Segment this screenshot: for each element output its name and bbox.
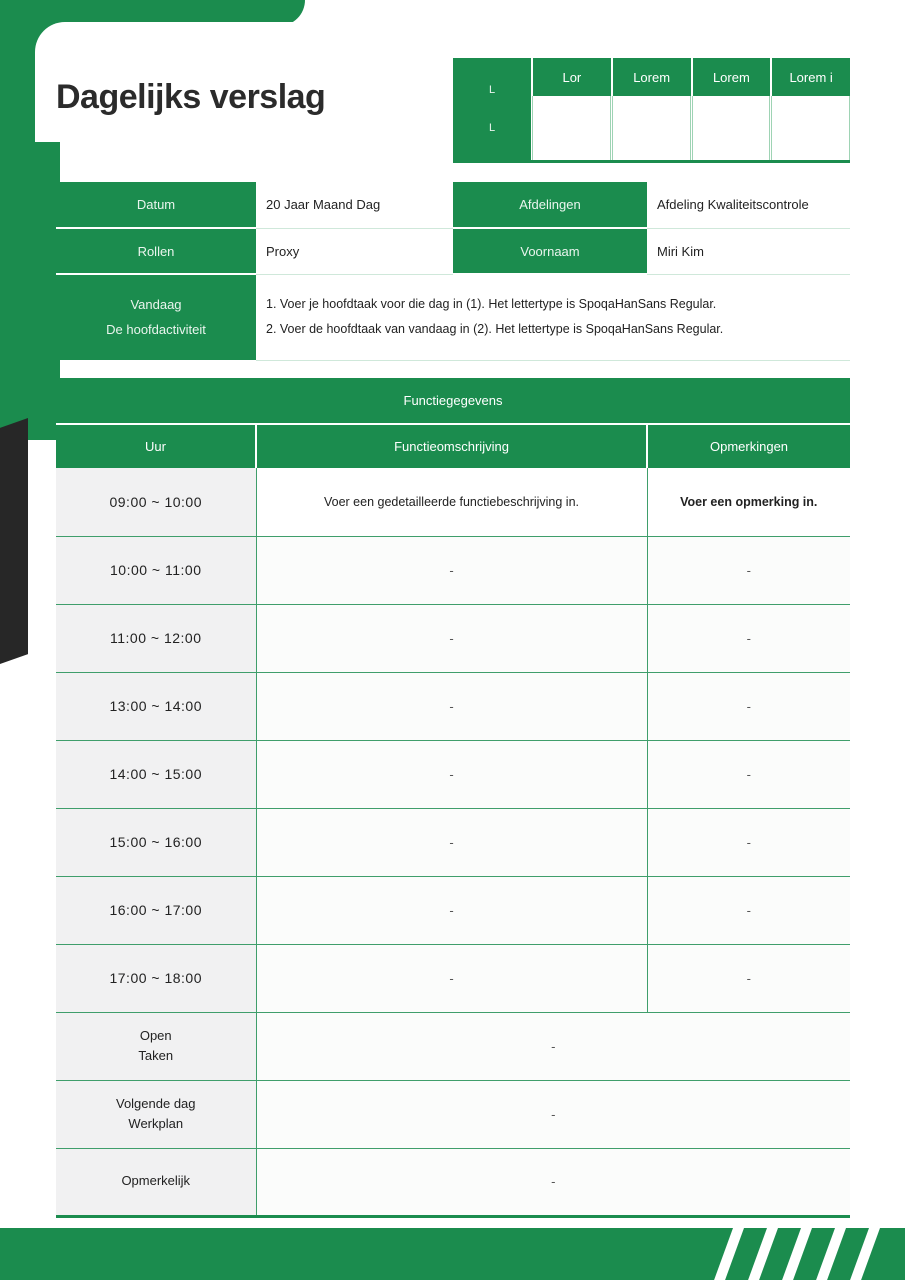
job-hour: 13:00 ~ 14:00 [56, 672, 256, 740]
info-value-vandaag-line2: 2. Voer de hoofdtaak van vandaag in (2). Het lettertype is SpoqaHanSans Regular. [266, 322, 724, 337]
approval-side-label-2: L [488, 122, 496, 134]
job-details-table [56, 378, 850, 1218]
job-description[interactable]: - [256, 808, 647, 876]
footer-stripes-decor [705, 1228, 905, 1280]
job-header-remarks: Opmerkingen [647, 424, 850, 468]
job-remarks[interactable]: - [647, 604, 850, 672]
job-header-hour: Uur [56, 424, 256, 468]
info-value-afdelingen[interactable]: Afdeling Kwaliteitscontrole [647, 182, 850, 228]
table-row [56, 604, 850, 672]
approval-signature-cell[interactable] [692, 96, 771, 160]
summary-label-line1: Open [139, 1027, 172, 1043]
approval-side-label [453, 58, 531, 160]
job-remarks[interactable]: - [647, 808, 850, 876]
info-label-datum: Datum [56, 182, 256, 228]
job-description[interactable]: - [256, 944, 647, 1012]
info-label-vandaag-line2: De hoofdactiviteit [106, 321, 206, 337]
approval-column [611, 58, 691, 160]
info-label-vandaag-line1: Vandaag [130, 296, 182, 312]
approval-table [453, 58, 850, 163]
job-hour: 10:00 ~ 11:00 [56, 536, 256, 604]
table-row [56, 672, 850, 740]
job-header-description: Functieomschrijving [256, 424, 647, 468]
info-value-datum[interactable]: 20 Jaar Maand Dag [256, 182, 453, 228]
table-row [56, 944, 850, 1012]
job-remarks[interactable]: - [647, 740, 850, 808]
summary-row-next-day-plan [56, 1080, 850, 1148]
job-hour: 11:00 ~ 12:00 [56, 604, 256, 672]
info-row-today [56, 274, 850, 360]
summary-label-line2: Werkplan [128, 1116, 184, 1131]
job-hour: 09:00 ~ 10:00 [56, 468, 256, 536]
summary-value[interactable]: - [256, 1080, 850, 1148]
approval-signature-cell[interactable] [612, 96, 691, 160]
info-row [56, 228, 850, 274]
summary-label-line2: Taken [138, 1048, 174, 1063]
approval-column [531, 58, 611, 160]
job-remarks[interactable]: Voer een opmerking in. [647, 468, 850, 536]
approval-column [770, 58, 850, 160]
summary-label [56, 1148, 256, 1216]
approval-side-label-1: L [488, 84, 496, 96]
info-value-voornaam[interactable]: Miri Kim [647, 228, 850, 274]
job-description[interactable]: - [256, 536, 647, 604]
info-value-vandaag-line1: 1. Voer je hoofdtaak voor die dag in (1). Het lettertype is SpoqaHanSans Regular. [266, 297, 717, 312]
info-label-vandaag [56, 274, 256, 360]
approval-signature-cell[interactable] [771, 96, 850, 160]
info-label-voornaam: Voornaam [453, 228, 647, 274]
job-hour: 17:00 ~ 18:00 [56, 944, 256, 1012]
summary-value[interactable]: - [256, 1012, 850, 1080]
summary-row-remarkable [56, 1148, 850, 1216]
decor-dark-accent-shape [0, 418, 28, 664]
info-value-rollen[interactable]: Proxy [256, 228, 453, 274]
info-table [56, 182, 850, 361]
approval-column-header: Lorem [693, 58, 771, 96]
summary-row-open-taken [56, 1012, 850, 1080]
approval-signature-cell[interactable] [532, 96, 611, 160]
info-row [56, 182, 850, 228]
table-row [56, 536, 850, 604]
table-row [56, 876, 850, 944]
summary-label [56, 1080, 256, 1148]
job-description[interactable]: - [256, 604, 647, 672]
job-remarks[interactable]: - [647, 536, 850, 604]
approval-column-header: Lorem i [772, 58, 850, 96]
job-remarks[interactable]: - [647, 672, 850, 740]
job-description[interactable]: - [256, 740, 647, 808]
job-description[interactable]: - [256, 672, 647, 740]
job-remarks[interactable]: - [647, 876, 850, 944]
summary-value[interactable]: - [256, 1148, 850, 1216]
info-label-rollen: Rollen [56, 228, 256, 274]
info-value-vandaag[interactable] [256, 274, 850, 360]
job-hour: 16:00 ~ 17:00 [56, 876, 256, 944]
approval-column-header: Lor [533, 58, 611, 96]
job-banner-row [56, 378, 850, 424]
summary-label-line1: Opmerkelijk [121, 1173, 191, 1189]
job-remarks[interactable]: - [647, 944, 850, 1012]
job-description[interactable]: - [256, 876, 647, 944]
approval-columns [531, 58, 850, 160]
table-row [56, 468, 850, 536]
job-hour: 15:00 ~ 16:00 [56, 808, 256, 876]
job-description[interactable]: Voer een gedetailleerde functiebeschrijving in. [256, 468, 647, 536]
page-title: Dagelijks verslag [56, 78, 326, 116]
footer-bar [0, 1228, 905, 1280]
table-row [56, 740, 850, 808]
job-header-row [56, 424, 850, 468]
job-banner-title: Functiegegevens [56, 378, 850, 424]
approval-column [691, 58, 771, 160]
table-row [56, 808, 850, 876]
summary-label-line1: Volgende dag [115, 1095, 196, 1111]
summary-label [56, 1012, 256, 1080]
job-hour: 14:00 ~ 15:00 [56, 740, 256, 808]
info-label-afdelingen: Afdelingen [453, 182, 647, 228]
approval-column-header: Lorem [613, 58, 691, 96]
